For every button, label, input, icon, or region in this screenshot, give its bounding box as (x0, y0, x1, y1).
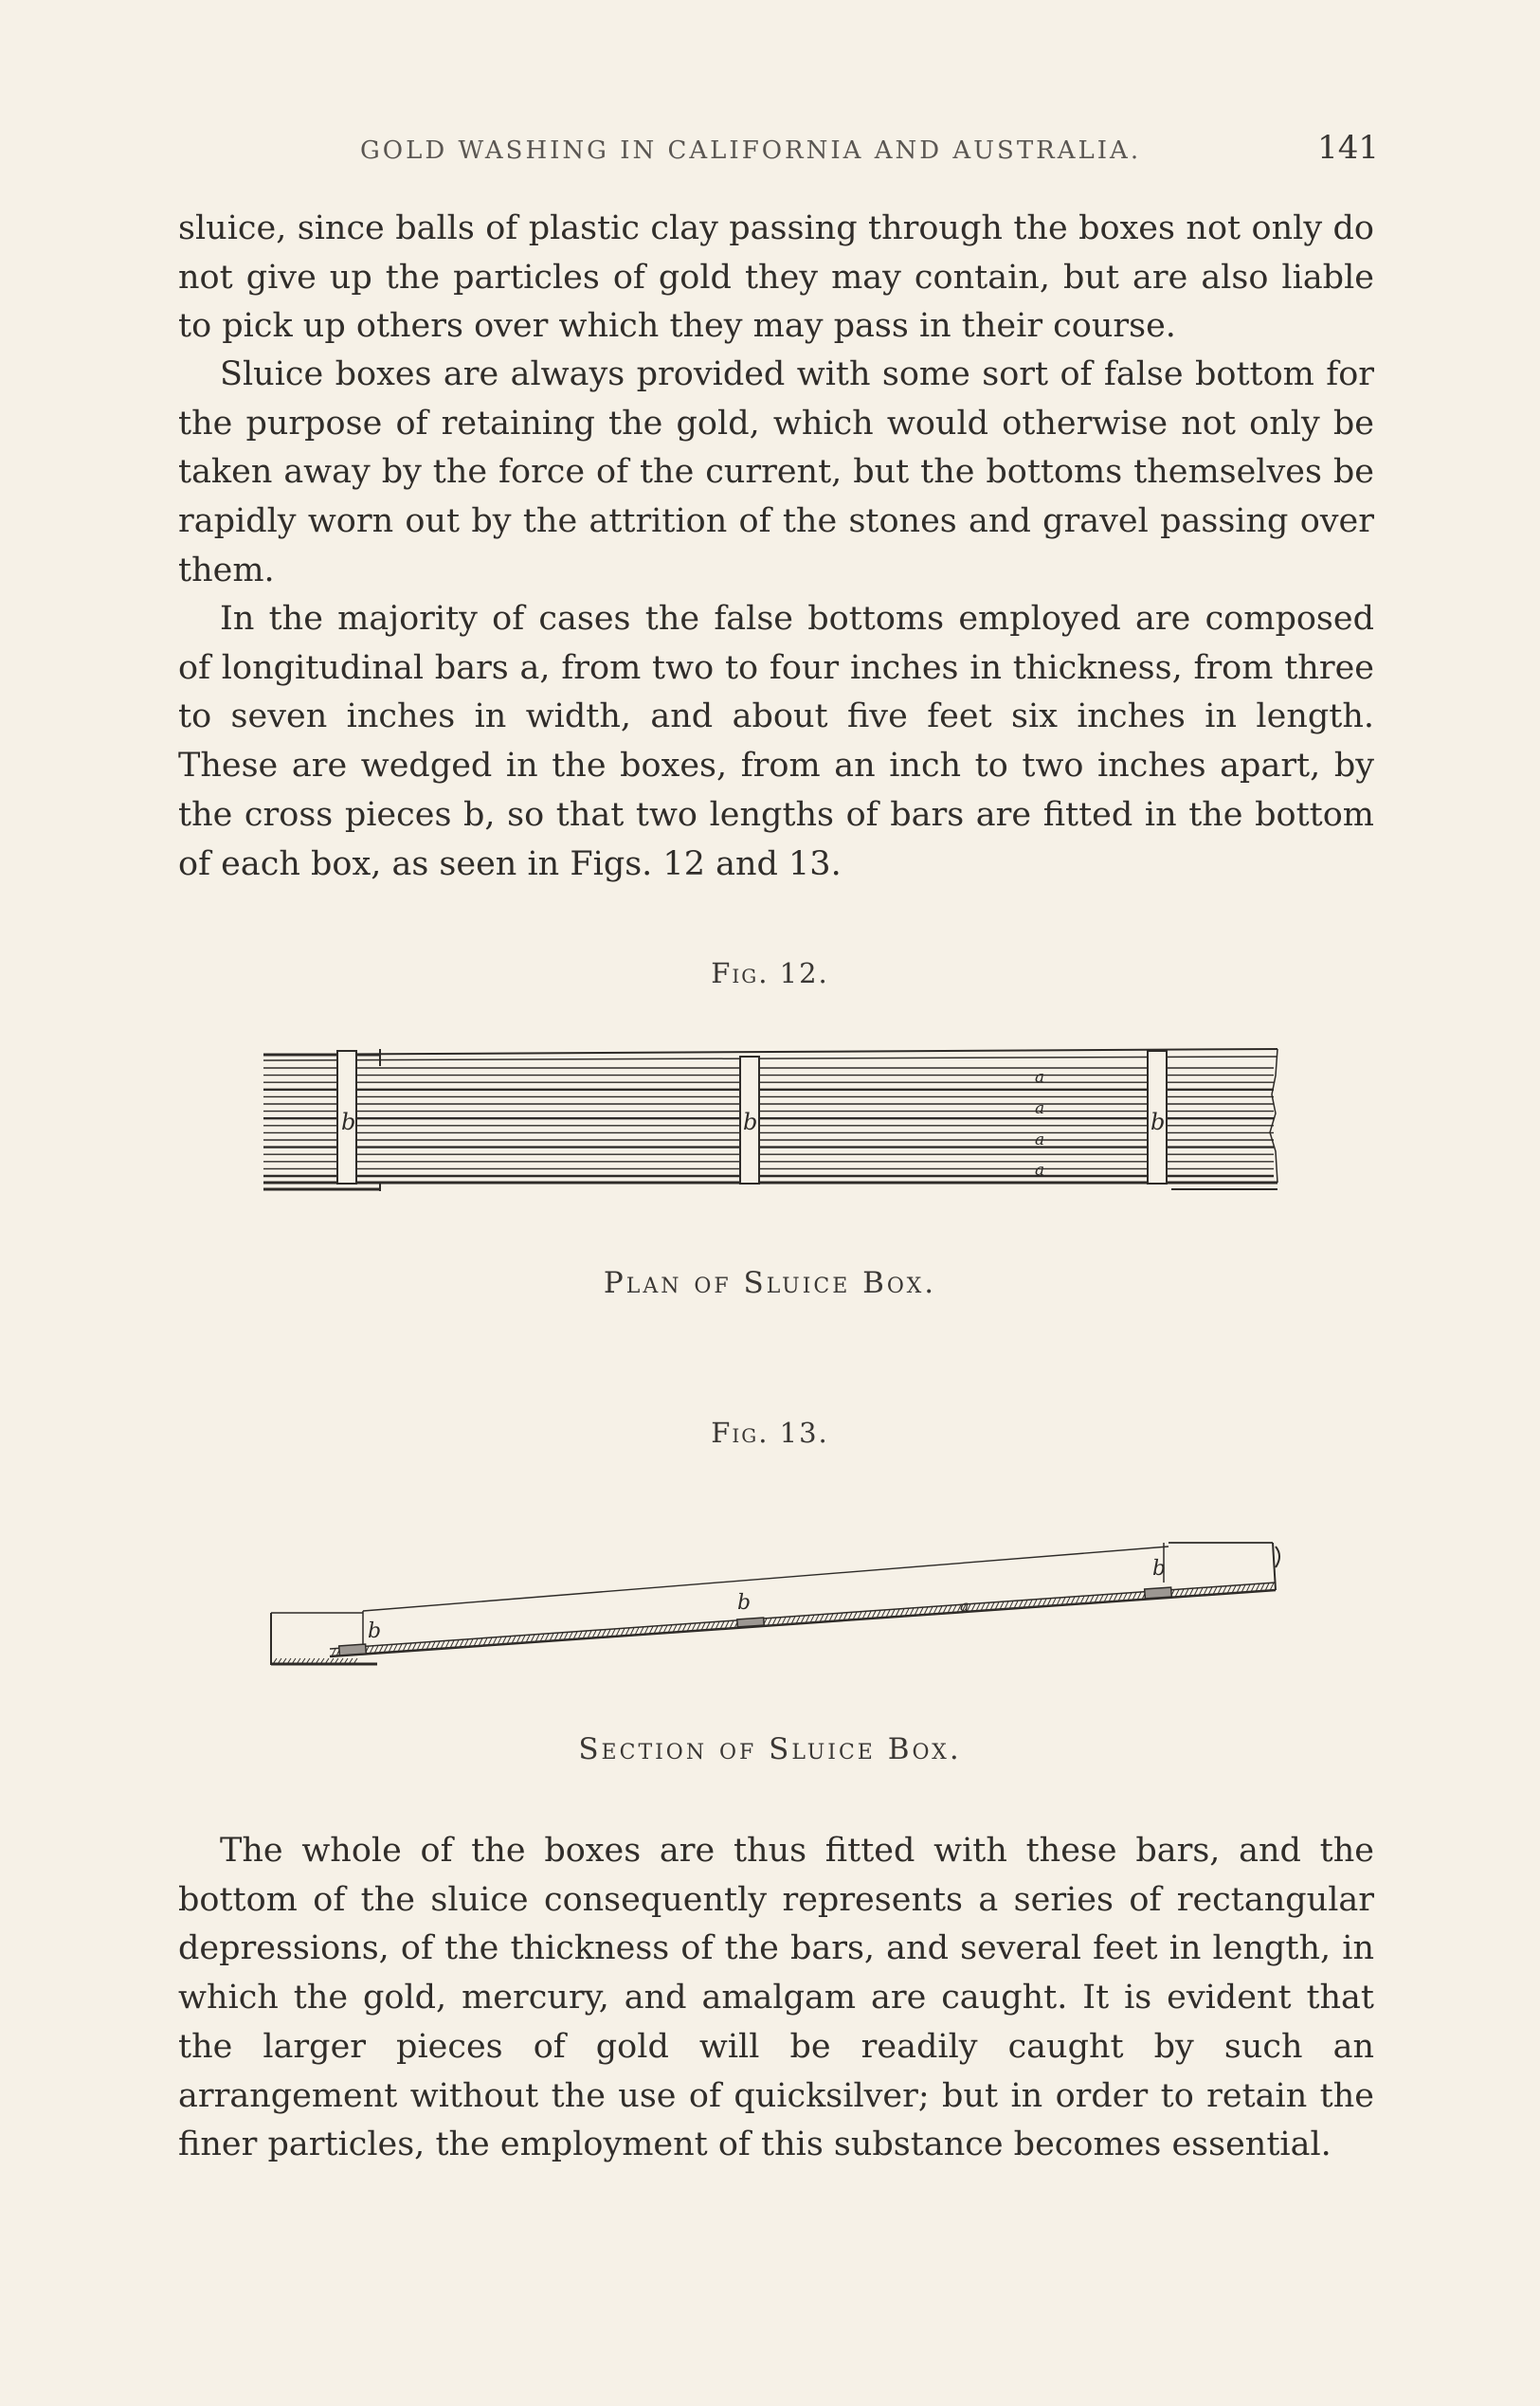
figure-12-letter-a-4: a (1035, 1161, 1045, 1180)
figure-13-letter-b-middle: b (737, 1591, 752, 1615)
figure-12-letter-b-middle: b (743, 1109, 758, 1135)
figure-12-letter-a-2: a (1035, 1099, 1045, 1118)
figure-13-section-illustration (263, 1535, 1287, 1696)
figure-12-caption: Plan of Sluice Box. (603, 1266, 937, 1300)
paragraph-3: In the majority of cases the false bottoms employed are composed of longitudinal bars a, from two to four inches in thickness, from three to seven inches in width, and about five feet six inches in length. These are wedged in the boxes, from an inch to two inches apart, by the cross pieces b, so that two lengths of bars are fitted in the bottom of each box, as seen in Figs. 12 and 13. (178, 600, 1374, 883)
figure-13-label: Fig. 13. (711, 1417, 829, 1449)
page-number: 141 (1317, 129, 1379, 167)
paragraph-2: Sluice boxes are always provided with some sort of false bottom for the purpose of retaining the gold, which would otherwise not only be taken away by the force of the current, but the bottoms themselves be rapidly worn out by the attrition of the stones and gravel passing over them. (178, 355, 1374, 589)
figure-12-letter-b-right: b (1150, 1109, 1166, 1135)
paragraph-1: sluice, since balls of plastic clay passing through the boxes not only do not give up the particles of gold they may contain, but are also liable to pick up others over which they may pass in their course. (178, 209, 1374, 346)
running-title: GOLD WASHING IN CALIFORNIA AND AUSTRALIA. (360, 136, 1142, 165)
figure-13-caption: Section of Sluice Box. (578, 1732, 962, 1766)
figure-12-letter-b-left: b (341, 1109, 356, 1135)
figure-13-letter-b-left: b (368, 1619, 382, 1643)
running-head (171, 129, 1379, 171)
figure-12-plan-illustration (262, 1038, 1285, 1203)
figure-12-letter-a-1: a (1035, 1068, 1045, 1087)
figure-12-letter-a-3: a (1035, 1131, 1045, 1149)
figure-13-letter-a: a (960, 1597, 969, 1615)
figure-12-label: Fig. 12. (711, 957, 829, 989)
figure-13-letter-b-right: b (1152, 1557, 1167, 1581)
paragraph-4: The whole of the boxes are thus fitted with these bars, and the bottom of the sluice consequently represents a series of rectangular depressions, of the thickness of the bars, and several feet in length, in which the gold, mercury, and amalgam are caught. It is evident that the larger pieces of gold will be readily caught by such an arrangement without the use of quicksilver; but in order to retain the finer particles, the employment of this substance becomes essential. (178, 1832, 1374, 2164)
